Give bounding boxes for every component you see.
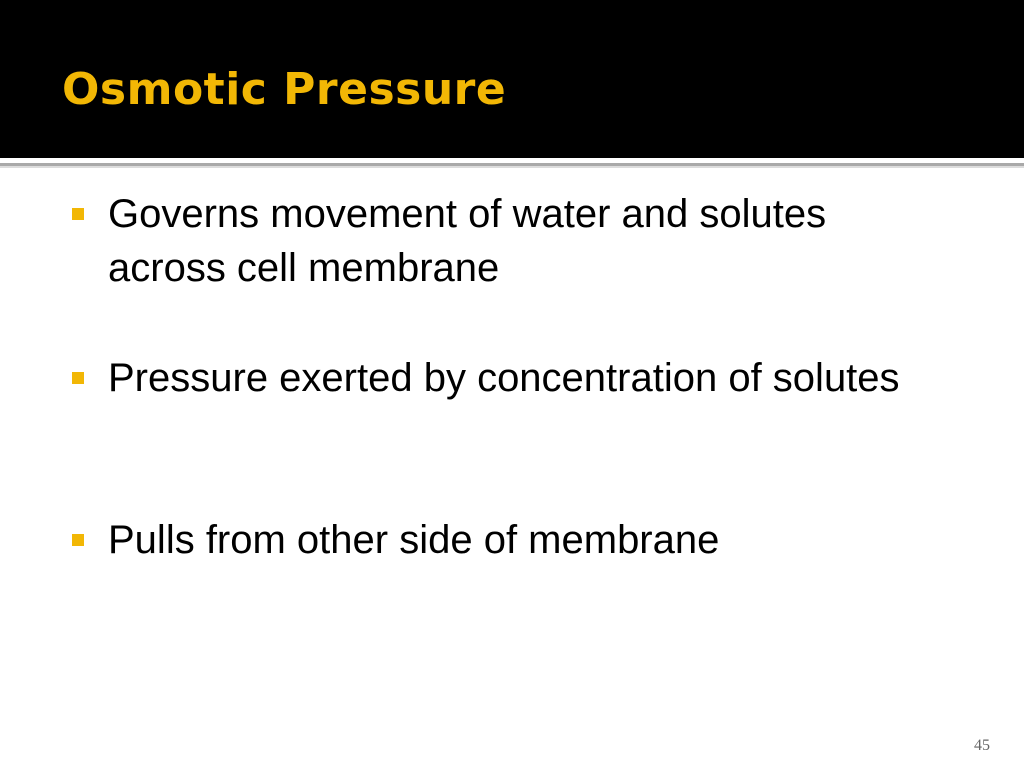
bullet-text: Pressure exerted by concentration of solutes	[108, 356, 900, 400]
slide-title: Osmotic Pressure	[62, 64, 507, 115]
page-number: 45	[974, 737, 990, 754]
square-bullet-icon	[72, 372, 84, 384]
square-bullet-icon	[72, 534, 84, 546]
bullet-text: Governs movement of water and solutes across cell membrane	[108, 192, 827, 290]
square-bullet-icon	[72, 208, 84, 220]
bullet-text: Pulls from other side of membrane	[108, 518, 720, 562]
